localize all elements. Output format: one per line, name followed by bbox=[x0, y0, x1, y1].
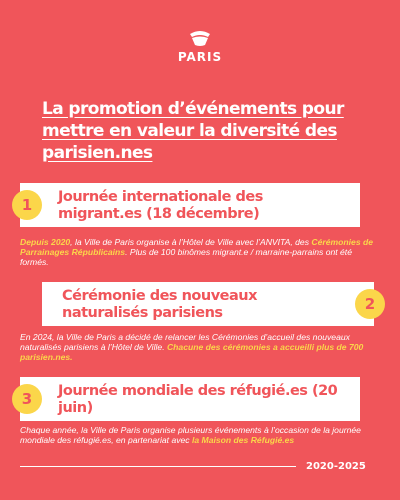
highlight-text: Depuis 2020 bbox=[20, 237, 71, 247]
event-heading-3: Journée mondiale des réfugié.es (20 juin) bbox=[58, 383, 338, 416]
event-number-badge-1: 1 bbox=[12, 190, 42, 220]
event-card-3 bbox=[20, 377, 360, 421]
event-description-3 bbox=[20, 425, 382, 445]
event-heading-2: Cérémonie des nouveaux naturalisés parisiens bbox=[62, 288, 257, 321]
footer-years: 2020-2025 bbox=[306, 461, 366, 472]
event-description-1 bbox=[20, 237, 382, 267]
highlight-text: Cérémonies de Parrainages Républicains bbox=[20, 237, 374, 257]
footer-divider bbox=[20, 466, 296, 467]
page-title: La promotion d’événements pour mettre en valeur la diversité des parisien.nes bbox=[42, 99, 344, 163]
event-card-2 bbox=[42, 282, 374, 326]
body-text: . Plus de 100 binômes migrant.e / marraine-parrains ont été formés. bbox=[20, 247, 352, 267]
event-number-badge-2: 2 bbox=[355, 289, 385, 319]
event-card-1 bbox=[20, 183, 360, 227]
paris-ship-icon bbox=[187, 26, 213, 48]
event-heading-1: Journée internationale des migrant.es (18 décembre) bbox=[58, 189, 263, 222]
body-text: En 2024, la Ville de Paris a décidé de relancer les Cérémonies d’accueil des nouveaux naturalisés parisiens à l’Hôtel de Ville. bbox=[20, 332, 350, 352]
event-number-badge-3: 3 bbox=[12, 384, 42, 414]
highlight-text: Chacune des cérémonies a accueilli plus de 700 parisien.nes. bbox=[20, 342, 364, 362]
paris-logo bbox=[0, 26, 400, 64]
event-description-2 bbox=[20, 332, 382, 362]
body-text: Chaque année, la Ville de Paris organise plusieurs événements à l’occasion de la journée mondiale des réfugié.es, en partenariat avec bbox=[20, 425, 361, 445]
body-text: , la Ville de Paris organise à l’Hôtel de Ville avec l’ANVITA, des bbox=[70, 237, 312, 247]
highlight-text: la Maison des Réfugié.es bbox=[191, 435, 295, 445]
logo-text: PARIS bbox=[177, 50, 223, 64]
